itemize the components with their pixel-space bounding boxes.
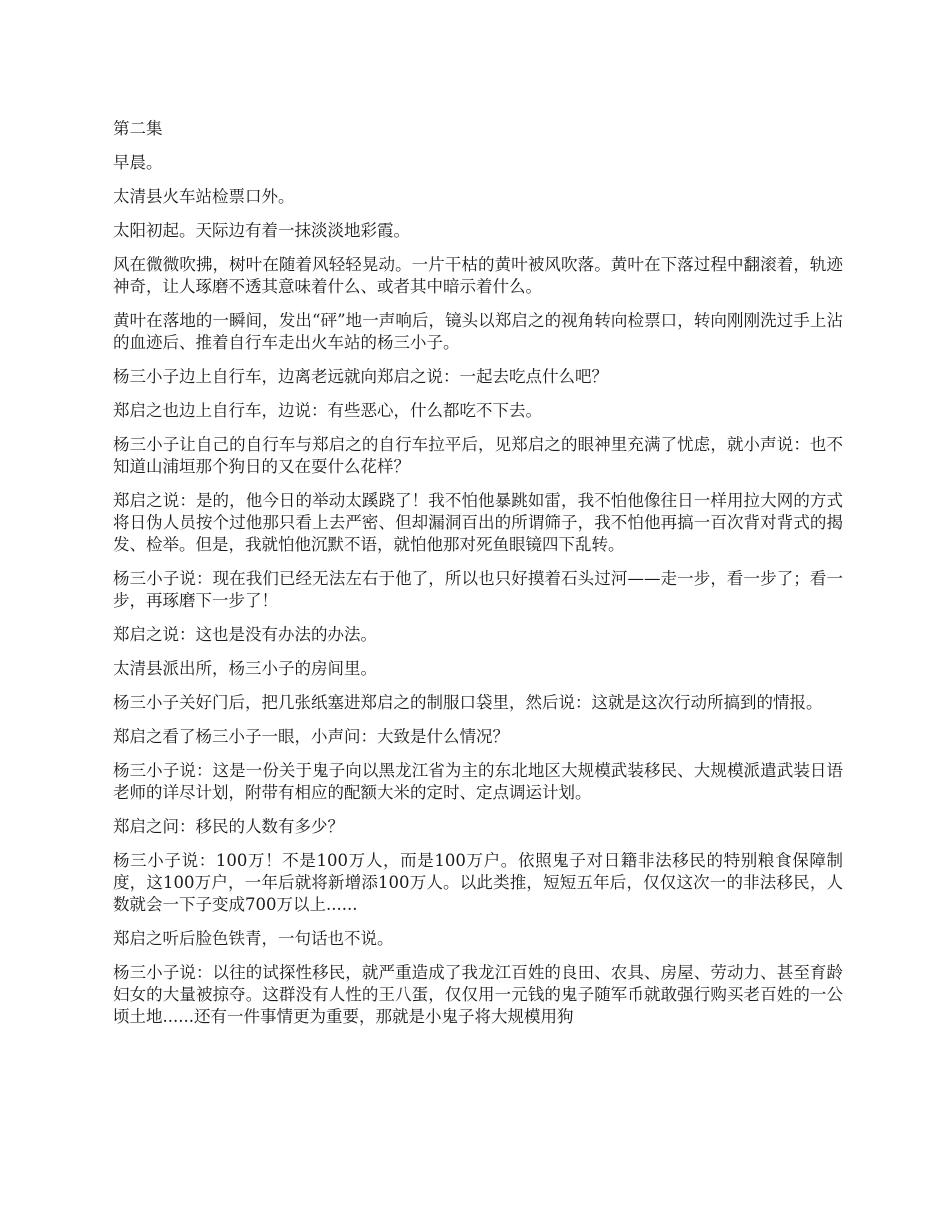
paragraph: 早晨。 [113, 153, 163, 172]
paragraph: 风在微微吹拂，树叶在随着风轻轻晃动。一片干枯的黄叶被风吹落。黄叶在下落过程中翻滚着，轨迹神奇，让人琢磨不透其意味着什么、或者其中暗示着什么。 [113, 255, 843, 296]
paragraph: 郑启之问：移民的人数有多少？ [113, 817, 344, 836]
paragraph: 郑启之说：是的，他今日的举动太蹊跷了！我不怕他暴跳如雷，我不怕他像往日一样用拉大网的方式将日伪人员按个过他那只看上去严密、但却漏洞百出的所谓筛子，我不怕他再搞一百次背对背式的揭发、检举。但是，我就怕他沉默不语，就怕他那对死鱼眼镜四下乱转。 [113, 491, 843, 554]
document-body [113, 118, 843, 1040]
paragraph: 杨三小子边上自行车，边离老远就向郑启之说：一起去吃点什么吧？ [113, 367, 608, 386]
paragraph: 郑启之说：这也是没有办法的办法。 [113, 625, 377, 644]
paragraph: 太阳初起。天际边有着一抹淡淡地彩霞。 [113, 221, 410, 240]
paragraph: 杨三小子说：100万！不是100万人，而是100万户。依照鬼子对日籍非法移民的特别粮食保障制度，这100万户，一年后就将新增添100万人。以此类推，短短五年后，仅仅这次一的非法移民，人数就会一下子变成700万以上...... [113, 851, 843, 914]
paragraph: 杨三小子说：现在我们已经无法左右于他了，所以也只好摸着石头过河——走一步，看一步了；看一步，再琢磨下一步了！ [113, 569, 843, 610]
paragraph: 郑启之也边上自行车，边说：有些恶心，什么都吃不下去。 [113, 401, 542, 420]
paragraph: 杨三小子关好门后，把几张纸塞进郑启之的制服口袋里，然后说：这就是这次行动所搞到的情报。 [113, 693, 823, 712]
paragraph: 郑启之看了杨三小子一眼，小声问：大致是什么情况？ [113, 727, 509, 746]
paragraph: 杨三小子说：以往的试探性移民，就严重造成了我龙江百姓的良田、农具、房屋、劳动力、甚至育龄妇女的大量被掠夺。这群没有人性的王八蛋，仅仅用一元钱的鬼子随军币就敢强行购买老百姓的一公顷土地......还有一件事情更为重要，那就是小鬼子将大规模用狗 [113, 963, 843, 1026]
paragraph: 太清县火车站检票口外。 [113, 187, 295, 206]
paragraph: 杨三小子让自己的自行车与郑启之的自行车拉平后，见郑启之的眼神里充满了忧虑，就小声说：也不知道山浦垣那个狗日的又在耍什么花样？ [113, 435, 843, 476]
paragraph: 黄叶在落地的一瞬间，发出“砰”地一声响后，镜头以郑启之的视角转向检票口，转向刚刚洗过手上沾的血迹后、推着自行车走出火车站的杨三小子。 [113, 311, 843, 352]
paragraph: 太清县派出所，杨三小子的房间里。 [113, 659, 377, 678]
paragraph-episode-title: 第二集 [113, 119, 163, 138]
paragraph: 杨三小子说：这是一份关于鬼子向以黑龙江省为主的东北地区大规模武装移民、大规模派遣武装日语老师的详尽计划，附带有相应的配额大米的定时、定点调运计划。 [113, 761, 843, 802]
paragraph: 郑启之听后脸色铁青，一句话也不说。 [113, 929, 394, 948]
